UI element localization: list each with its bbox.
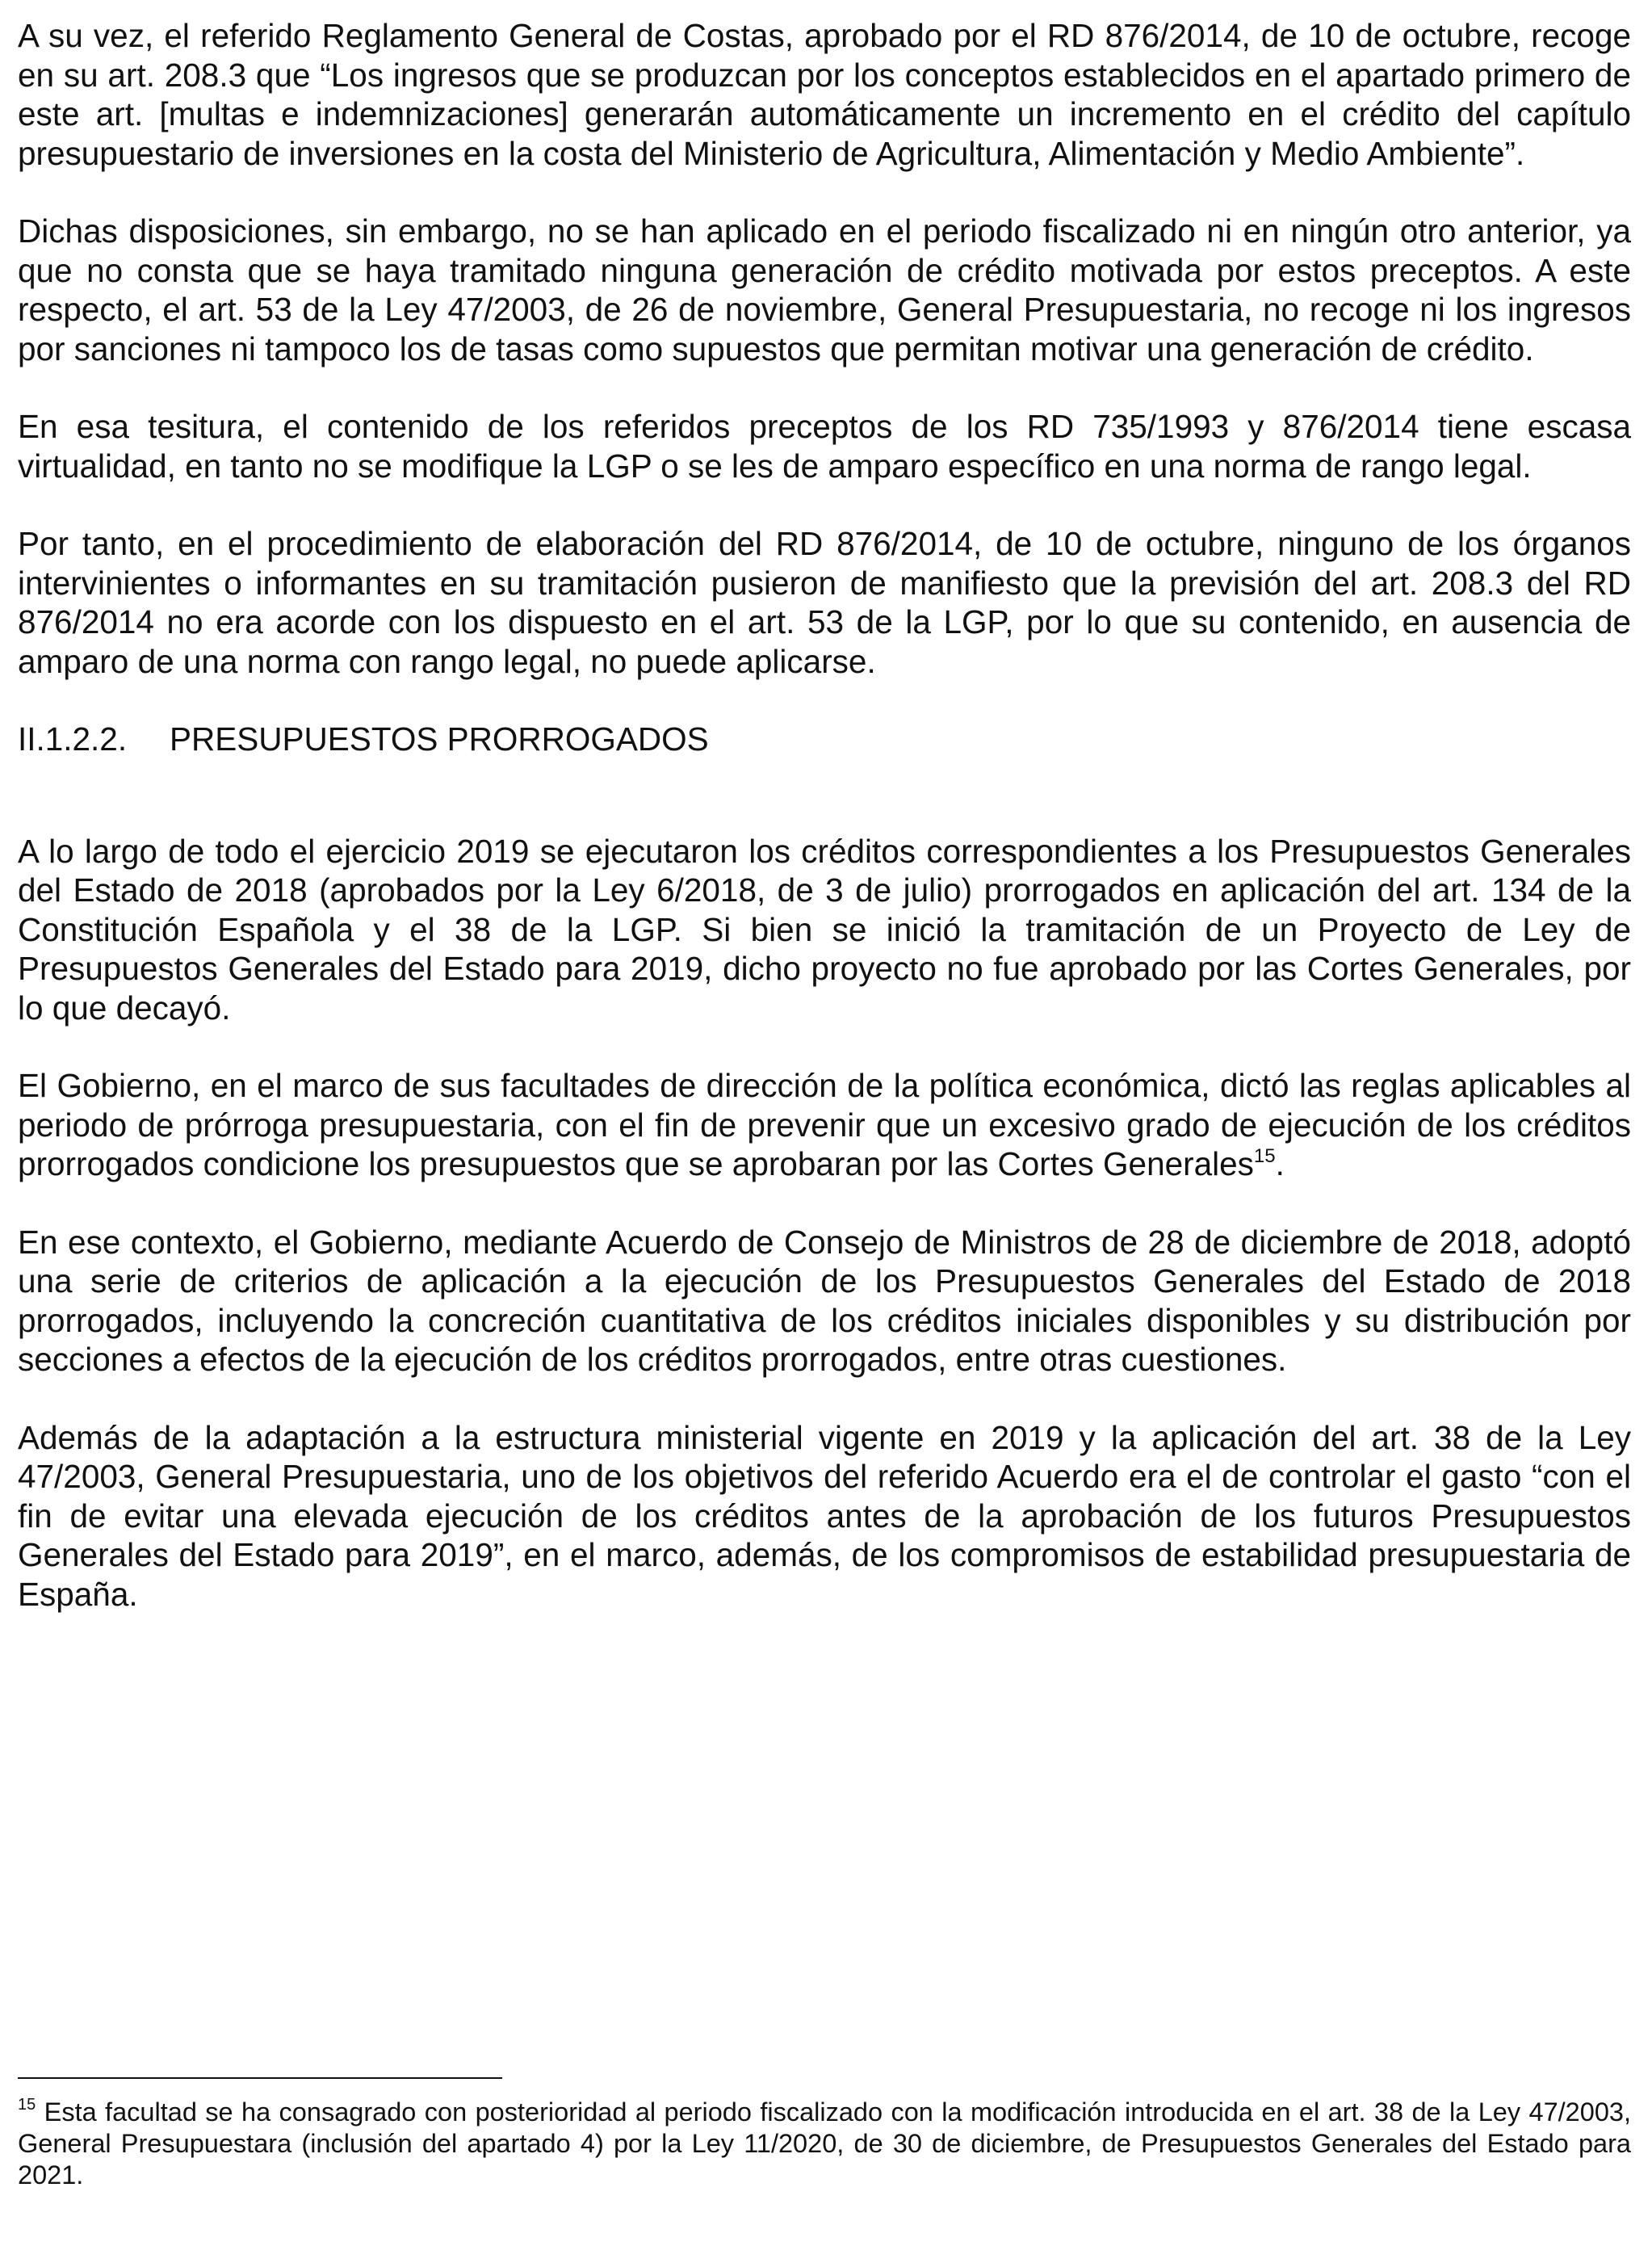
- paragraph-adaptacion: Además de la adaptación a la estructura ministerial vigente en 2019 y la aplicación del art. 38 de la Ley 47/2003, General Presupuestaria, uno de los objetivos del referido Acuerdo era el de controlar el gasto “con el fin de evitar una elevada ejecución de los créditos antes de la aprobación de los futuros Presupuestos Generales del Estado para 2019”, en el marco, además, de los compromisos de estabilidad presupuestaria de España.: [18, 1418, 1631, 1613]
- footnote-separator: [18, 2077, 502, 2079]
- paragraph-dispositions: Dichas disposiciones, sin embargo, no se han aplicado en el periodo fiscalizado ni en ningún otro anterior, ya que no consta que se haya tramitado ninguna generación de crédito motivada por estos preceptos. A este respecto, el art. 53 de la Ley 47/2003, de 26 de noviembre, General Presupuestaria, no recoge ni los ingresos por sanciones ni tampoco los de tasas como supuestos que permitan motivar una generación de crédito.: [18, 212, 1631, 367]
- section-title: PRESUPUESTOS PRORROGADOS: [170, 720, 709, 758]
- paragraph-gobierno-reglas: [18, 1066, 1631, 1184]
- footnote-text: Esta facultad se ha consagrado con posterioridad al periodo fiscalizado con la modificación introducida en el art. 38 de la Ley 47/2003, General Presupuestara (inclusión del apartado 4) por la Ley 11/2020, de 30 de diciembre, de Presupuestos Generales del Estado para 2021.: [18, 2097, 1631, 2190]
- footnote-15: [18, 2097, 1631, 2191]
- paragraph-costas-regulation: A su vez, el referido Reglamento General de Costas, aprobado por el RD 876/2014, de 10 de octubre, recoge en su art. 208.3 que “Los ingresos que se produzcan por los conceptos establecidos en el apartado primero de este art. [multas e indemnizaciones] generarán automáticamente un incremento en el crédito del capítulo presupuestario de inversiones en la costa del Ministerio de Agricultura, Alimentación y Medio Ambiente”.: [18, 17, 1631, 172]
- document-page: [18, 16, 1631, 1652]
- paragraph-gobierno-reglas-text: El Gobierno, en el marco de sus facultades de dirección de la política económica, dictó las reglas aplicables al periodo de prórroga presupuestaria, con el fin de prevenir que un excesivo grado de ejecución de los créditos prorrogados condicione los presupuestos que se aprobaran por las Cortes Generales: [18, 1067, 1631, 1182]
- paragraph-ejercicio-2019: A lo largo de todo el ejercicio 2019 se ejecutaron los créditos correspondientes a los Presupuestos Generales del Estado de 2018 (aprobados por la Ley 6/2018, de 3 de julio) prorrogados en aplicación del art. 134 de la Constitución Española y el 38 de la LGP. Si bien se inició la tramitación de un Proyecto de Ley de Presupuestos Generales del Estado para 2019, dicho proyecto no fue aprobado por las Cortes Generales, por lo que decayó.: [18, 832, 1631, 1027]
- footnote-reference[interactable]: 15: [1253, 1145, 1276, 1167]
- paragraph-tesitura: En esa tesitura, el contenido de los referidos preceptos de los RD 735/1993 y 876/2014 tiene escasa virtualidad, en tanto no se modifique la LGP o se les de amparo específico en una norma de rango legal.: [18, 408, 1631, 485]
- paragraph-acuerdo-consejo: En ese contexto, el Gobierno, mediante Acuerdo de Consejo de Ministros de 28 de diciembre de 2018, adoptó una serie de criterios de aplicación a la ejecución de los Presupuestos Generales del Estado de 2018 prorrogados, incluyendo la concreción cuantitativa de los créditos iniciales disponibles y su distribución por secciones a efectos de la ejecución de los créditos prorrogados, entre otras cuestiones.: [18, 1223, 1631, 1378]
- paragraph-gobierno-reglas-tail: .: [1275, 1145, 1285, 1182]
- section-heading: [18, 720, 1631, 759]
- section-number: II.1.2.2.: [18, 720, 128, 758]
- footnote-number: 15: [18, 2096, 36, 2114]
- footnotes-area: [18, 2077, 1631, 2191]
- paragraph-por-tanto: Por tanto, en el procedimiento de elaboración del RD 876/2014, de 10 de octubre, ninguno de los órganos intervinientes o informantes en su tramitación pusieron de manifiesto que la previsión del art. 208.3 del RD 876/2014 no era acorde con los dispuesto en el art. 53 de la LGP, por lo que su contenido, en ausencia de amparo de una norma con rango legal, no puede aplicarse.: [18, 525, 1631, 680]
